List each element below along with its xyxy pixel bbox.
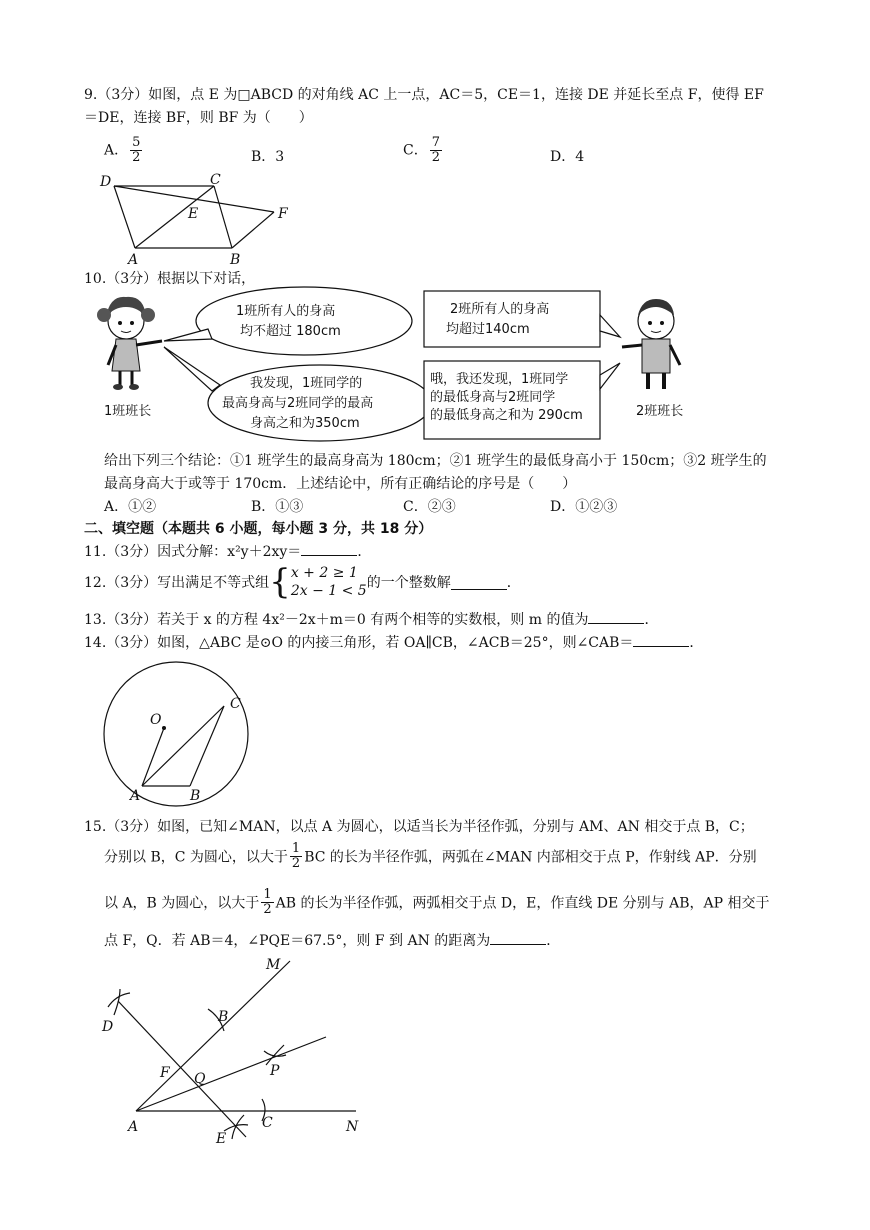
q12-pre: 写出满足不等式组 bbox=[157, 575, 270, 591]
label-B: B bbox=[218, 1009, 229, 1025]
label-E: E bbox=[188, 206, 199, 222]
q9-number: 9.（3分） bbox=[84, 87, 149, 103]
option-letter: D． bbox=[550, 149, 576, 165]
q13-number: 13.（3分） bbox=[84, 612, 158, 628]
q15-number: 15.（3分） bbox=[84, 819, 158, 835]
bubble4-line1: 哦，我还发现，1班同学 bbox=[430, 372, 569, 387]
q10-number: 10.（3分） bbox=[84, 271, 158, 287]
label-F: F bbox=[160, 1065, 170, 1081]
label-B: B bbox=[230, 252, 241, 268]
q13-line bbox=[84, 609, 658, 631]
q15-text-line1: 如图，已知∠MAN，以点 A 为圆心，以适当长为半径作弧，分别与 AM、AN 相交于点 B，C； bbox=[157, 819, 754, 835]
bubble2-line1: 我发现，1班同学的 bbox=[250, 376, 363, 391]
q15-answer-blank[interactable] bbox=[490, 930, 546, 945]
girl-figure bbox=[97, 297, 162, 390]
q15-construction-figure bbox=[98, 955, 388, 1155]
fraction-denominator: 2 bbox=[431, 150, 440, 165]
q11-answer-blank[interactable] bbox=[301, 541, 357, 556]
q13-end: ． bbox=[644, 612, 659, 628]
q9-option-b[interactable] bbox=[251, 146, 284, 166]
q13-answer-blank[interactable] bbox=[588, 609, 644, 624]
label-Q: Q bbox=[194, 1071, 206, 1087]
q15-line4 bbox=[104, 930, 560, 952]
q9-text-line2: ＝DE，连接 BF，则 BF 为（ ） bbox=[84, 110, 313, 126]
q10-text: 根据以下对话， bbox=[157, 271, 256, 287]
q9-parallelogram-figure bbox=[98, 172, 298, 267]
label-A: A bbox=[128, 1119, 139, 1135]
fraction bbox=[261, 888, 273, 917]
q9-option-a[interactable] bbox=[104, 136, 144, 165]
q14-end: ． bbox=[689, 635, 704, 651]
q15-end: ． bbox=[546, 933, 561, 949]
fraction-numerator: 5 bbox=[132, 135, 141, 150]
option-letter: A． bbox=[104, 142, 129, 159]
bubble3-line1: 2班所有人的身高 bbox=[450, 302, 550, 317]
left-brace: { bbox=[269, 562, 291, 602]
fraction-numerator: 1 bbox=[291, 841, 301, 856]
bubble4-line2: 的最低身高与2班同学 bbox=[430, 390, 556, 405]
label-A: A bbox=[130, 788, 141, 804]
fraction bbox=[290, 842, 302, 871]
q11-number: 11.（3分） bbox=[84, 544, 158, 560]
q15-line2 bbox=[104, 842, 757, 871]
fraction-numerator: 1 bbox=[263, 887, 272, 902]
q12-line bbox=[84, 564, 521, 604]
label-C: C bbox=[262, 1115, 273, 1131]
q12-inequality-2: 2x − 1 < 5 bbox=[290, 583, 367, 599]
q15-text-line2a: 分别以 B，C 为圆心，以大于 bbox=[104, 849, 288, 866]
q9-option-c[interactable] bbox=[403, 136, 444, 165]
label-M: M bbox=[266, 957, 281, 973]
caption-right: 2班班长 bbox=[636, 404, 684, 419]
bubble2-line3: 身高之和为350cm bbox=[250, 416, 360, 431]
label-D: D bbox=[102, 1019, 114, 1035]
q10-conclusion-line1: 给出下列三个结论：①1 班学生的最高身高为 180cm；②1 班学生的最低身高小于 150cm；③2 班学生的 bbox=[104, 453, 767, 469]
q11-line bbox=[84, 541, 371, 563]
q15-text-line3a: 以 A，B 为圆心，以大于 bbox=[104, 895, 260, 912]
fraction bbox=[430, 136, 442, 165]
label-O: O bbox=[150, 712, 162, 728]
fraction-denominator: 2 bbox=[291, 856, 301, 871]
q12-end: ． bbox=[506, 575, 521, 591]
q12-answer-blank[interactable] bbox=[451, 575, 507, 590]
label-E: E bbox=[216, 1131, 227, 1147]
option-letter: C． bbox=[403, 142, 428, 159]
label-D: D bbox=[100, 174, 112, 190]
bubble4-line3: 的最低身高之和为 290cm bbox=[430, 408, 583, 423]
q12-post: 的一个整数解 bbox=[366, 575, 451, 591]
q14-text: 如图，△ABC 是⊙O 的内接三角形，若 OA∥CB，∠ACB＝25°，则∠CAB＝ bbox=[157, 635, 634, 651]
fraction-numerator: 7 bbox=[431, 135, 440, 150]
bubble1-line1: 1班所有人的身高 bbox=[236, 304, 336, 319]
q15-text-line2b: BC 的长为半径作弧，两弧在∠MAN 内部相交于点 P，作射线 AP．分别 bbox=[304, 849, 757, 866]
q10-option-d[interactable]: D．①②③ bbox=[550, 499, 618, 515]
q14-number: 14.（3分） bbox=[84, 635, 158, 651]
bubble1-line2: 均不超过 180cm bbox=[240, 324, 341, 339]
q11-text: 因式分解：x²y＋2xy＝ bbox=[157, 544, 302, 560]
option-text: 3 bbox=[275, 149, 285, 165]
section-2-heading: 二、填空题（本题共 6 小题，每小题 3 分，共 18 分） bbox=[84, 521, 433, 537]
label-P: P bbox=[270, 1063, 280, 1079]
q15-line1 bbox=[84, 816, 754, 838]
fraction-denominator: 2 bbox=[132, 150, 141, 165]
q14-answer-blank[interactable] bbox=[633, 632, 689, 647]
fraction bbox=[130, 136, 142, 165]
option-letter: B． bbox=[251, 149, 276, 165]
q15-line3 bbox=[104, 888, 770, 917]
q9-line1 bbox=[84, 84, 764, 106]
q12-inequality-system bbox=[291, 564, 367, 600]
q15-text-line3b: AB 的长为半径作弧，两弧相交于点 D，E，作直线 DE 分别与 AB，AP 相交于 bbox=[275, 895, 770, 912]
q13-text: 若关于 x 的方程 4x²－2x＋m＝0 有两个相等的实数根，则 m 的值为 bbox=[157, 612, 589, 628]
q10-option-a[interactable]: A．①② bbox=[104, 499, 157, 515]
label-A: A bbox=[128, 252, 139, 268]
q9-option-d[interactable] bbox=[550, 146, 584, 166]
q12-number: 12.（3分） bbox=[84, 575, 158, 591]
q14-line bbox=[84, 632, 703, 654]
label-B: B bbox=[190, 788, 201, 804]
option-text: 4 bbox=[575, 149, 585, 165]
label-C: C bbox=[210, 172, 221, 188]
bubble2-line2: 最高身高与2班同学的最高 bbox=[222, 396, 374, 411]
label-N: N bbox=[346, 1119, 359, 1135]
bubble3-line2: 均超过140cm bbox=[446, 322, 530, 337]
q10-option-c[interactable]: C．②③ bbox=[403, 499, 456, 515]
q12-inequality-1: x + 2 ≥ 1 bbox=[290, 565, 358, 581]
fraction-denominator: 2 bbox=[263, 902, 272, 917]
q11-end: ． bbox=[357, 544, 372, 560]
label-C: C bbox=[230, 696, 241, 712]
caption-left: 1班班长 bbox=[104, 404, 152, 419]
q14-circle-figure bbox=[100, 672, 260, 807]
q10-conclusion-line2: 最高身高大于或等于 170cm．上述结论中，所有正确结论的序号是（ ） bbox=[104, 476, 577, 492]
q15-text-line4: 点 F，Q．若 AB＝4，∠PQE＝67.5°，则 F 到 AN 的距离为 bbox=[104, 933, 491, 949]
q10-dialogue-figure bbox=[90, 285, 710, 445]
q9-text-line1: 如图，点 E 为□ABCD 的对角线 AC 上一点，AC＝5，CE＝1，连接 DE 并延长至点 F，使得 EF bbox=[148, 87, 764, 103]
q10-option-b[interactable]: B．①③ bbox=[251, 499, 304, 515]
boy-figure bbox=[622, 299, 680, 389]
label-F: F bbox=[278, 206, 288, 222]
